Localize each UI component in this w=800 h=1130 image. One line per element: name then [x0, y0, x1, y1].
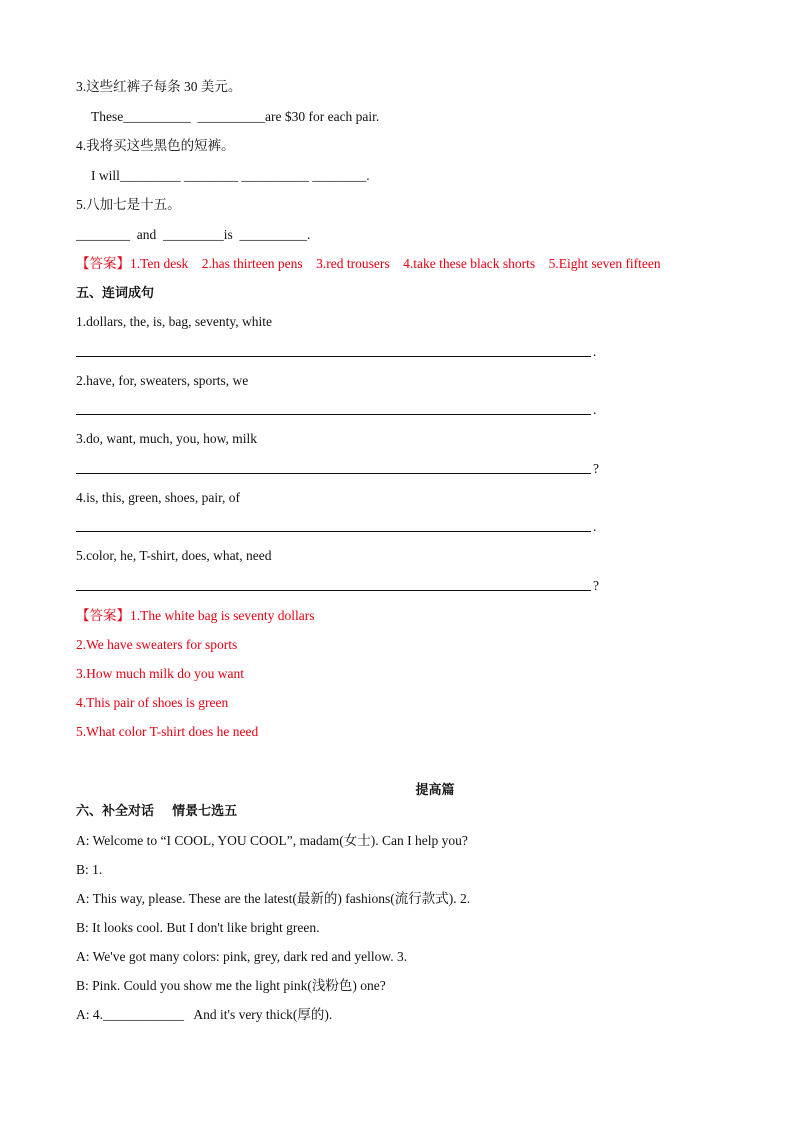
- s5-item-3-end: ?: [593, 461, 599, 476]
- q3-chinese: 3.这些红裤子每条 30 美元。: [76, 79, 242, 94]
- dialog-line-4: B: It looks cool. But I don't like bright green.: [76, 920, 320, 935]
- section4-answer: 【答案】1.Ten desk 2.has thirteen pens 3.red trousers 4.take these black shorts 5.Eight seven fifteen: [76, 256, 661, 271]
- dialog-line-6: B: Pink. Could you show me the light pink(浅粉色) one?: [76, 978, 386, 993]
- section5-heading: 五、连词成句: [76, 286, 155, 301]
- s5-item-3-answer-line: [76, 473, 591, 474]
- s5-item-4-end: .: [593, 519, 597, 534]
- s5-item-4-prompt: 4.is, this, green, shoes, pair, of: [76, 490, 241, 505]
- s5-item-4-answer-line: [76, 531, 591, 532]
- advanced-title: 提高篇: [415, 783, 455, 798]
- s5-item-1-answer-line: [76, 356, 591, 357]
- s5-answer-2: 2.We have sweaters for sports: [76, 637, 238, 652]
- s5-item-2-answer-line: [76, 414, 591, 415]
- q4-chinese: 4.我将买这些黑色的短裤。: [76, 138, 235, 153]
- s5-item-2-end: .: [593, 402, 597, 417]
- q4-english: I will_________ ________ __________ ________.: [91, 168, 370, 183]
- s5-item-1-end: .: [593, 344, 597, 359]
- s5-item-1-prompt: 1.dollars, the, is, bag, seventy, white: [76, 314, 272, 329]
- dialog-line-1: A: Welcome to “I COOL, YOU COOL”, madam(女士). Can I help you?: [76, 833, 468, 848]
- s5-answer-1: 【答案】1.The white bag is seventy dollars: [76, 608, 315, 623]
- s5-answer-5: 5.What color T-shirt does he need: [76, 724, 259, 739]
- s5-item-3-prompt: 3.do, want, much, you, how, milk: [76, 431, 257, 446]
- s5-item-5-answer-line: [76, 590, 591, 591]
- s5-item-5-prompt: 5.color, he, T-shirt, does, what, need: [76, 548, 272, 563]
- q5-chinese: 5.八加七是十五。: [76, 197, 181, 212]
- dialog-line-7: A: 4.____________ And it's very thick(厚的).: [76, 1007, 333, 1022]
- dialog-line-3: A: This way, please. These are the latest(最新的) fashions(流行款式). 2.: [76, 891, 471, 906]
- dialog-line-2: B: 1.: [76, 862, 103, 877]
- section6-heading: 六、补全对话 情景七选五: [76, 804, 238, 819]
- s5-item-2-prompt: 2.have, for, sweaters, sports, we: [76, 373, 249, 388]
- q5-english: ________ and _________is __________.: [76, 227, 311, 242]
- q3-english: These__________ __________are $30 for each pair.: [91, 109, 380, 124]
- s5-answer-3: 3.How much milk do you want: [76, 666, 244, 681]
- s5-answer-4: 4.This pair of shoes is green: [76, 695, 229, 710]
- s5-item-5-end: ?: [593, 578, 599, 593]
- dialog-line-5: A: We've got many colors: pink, grey, dark red and yellow. 3.: [76, 949, 408, 964]
